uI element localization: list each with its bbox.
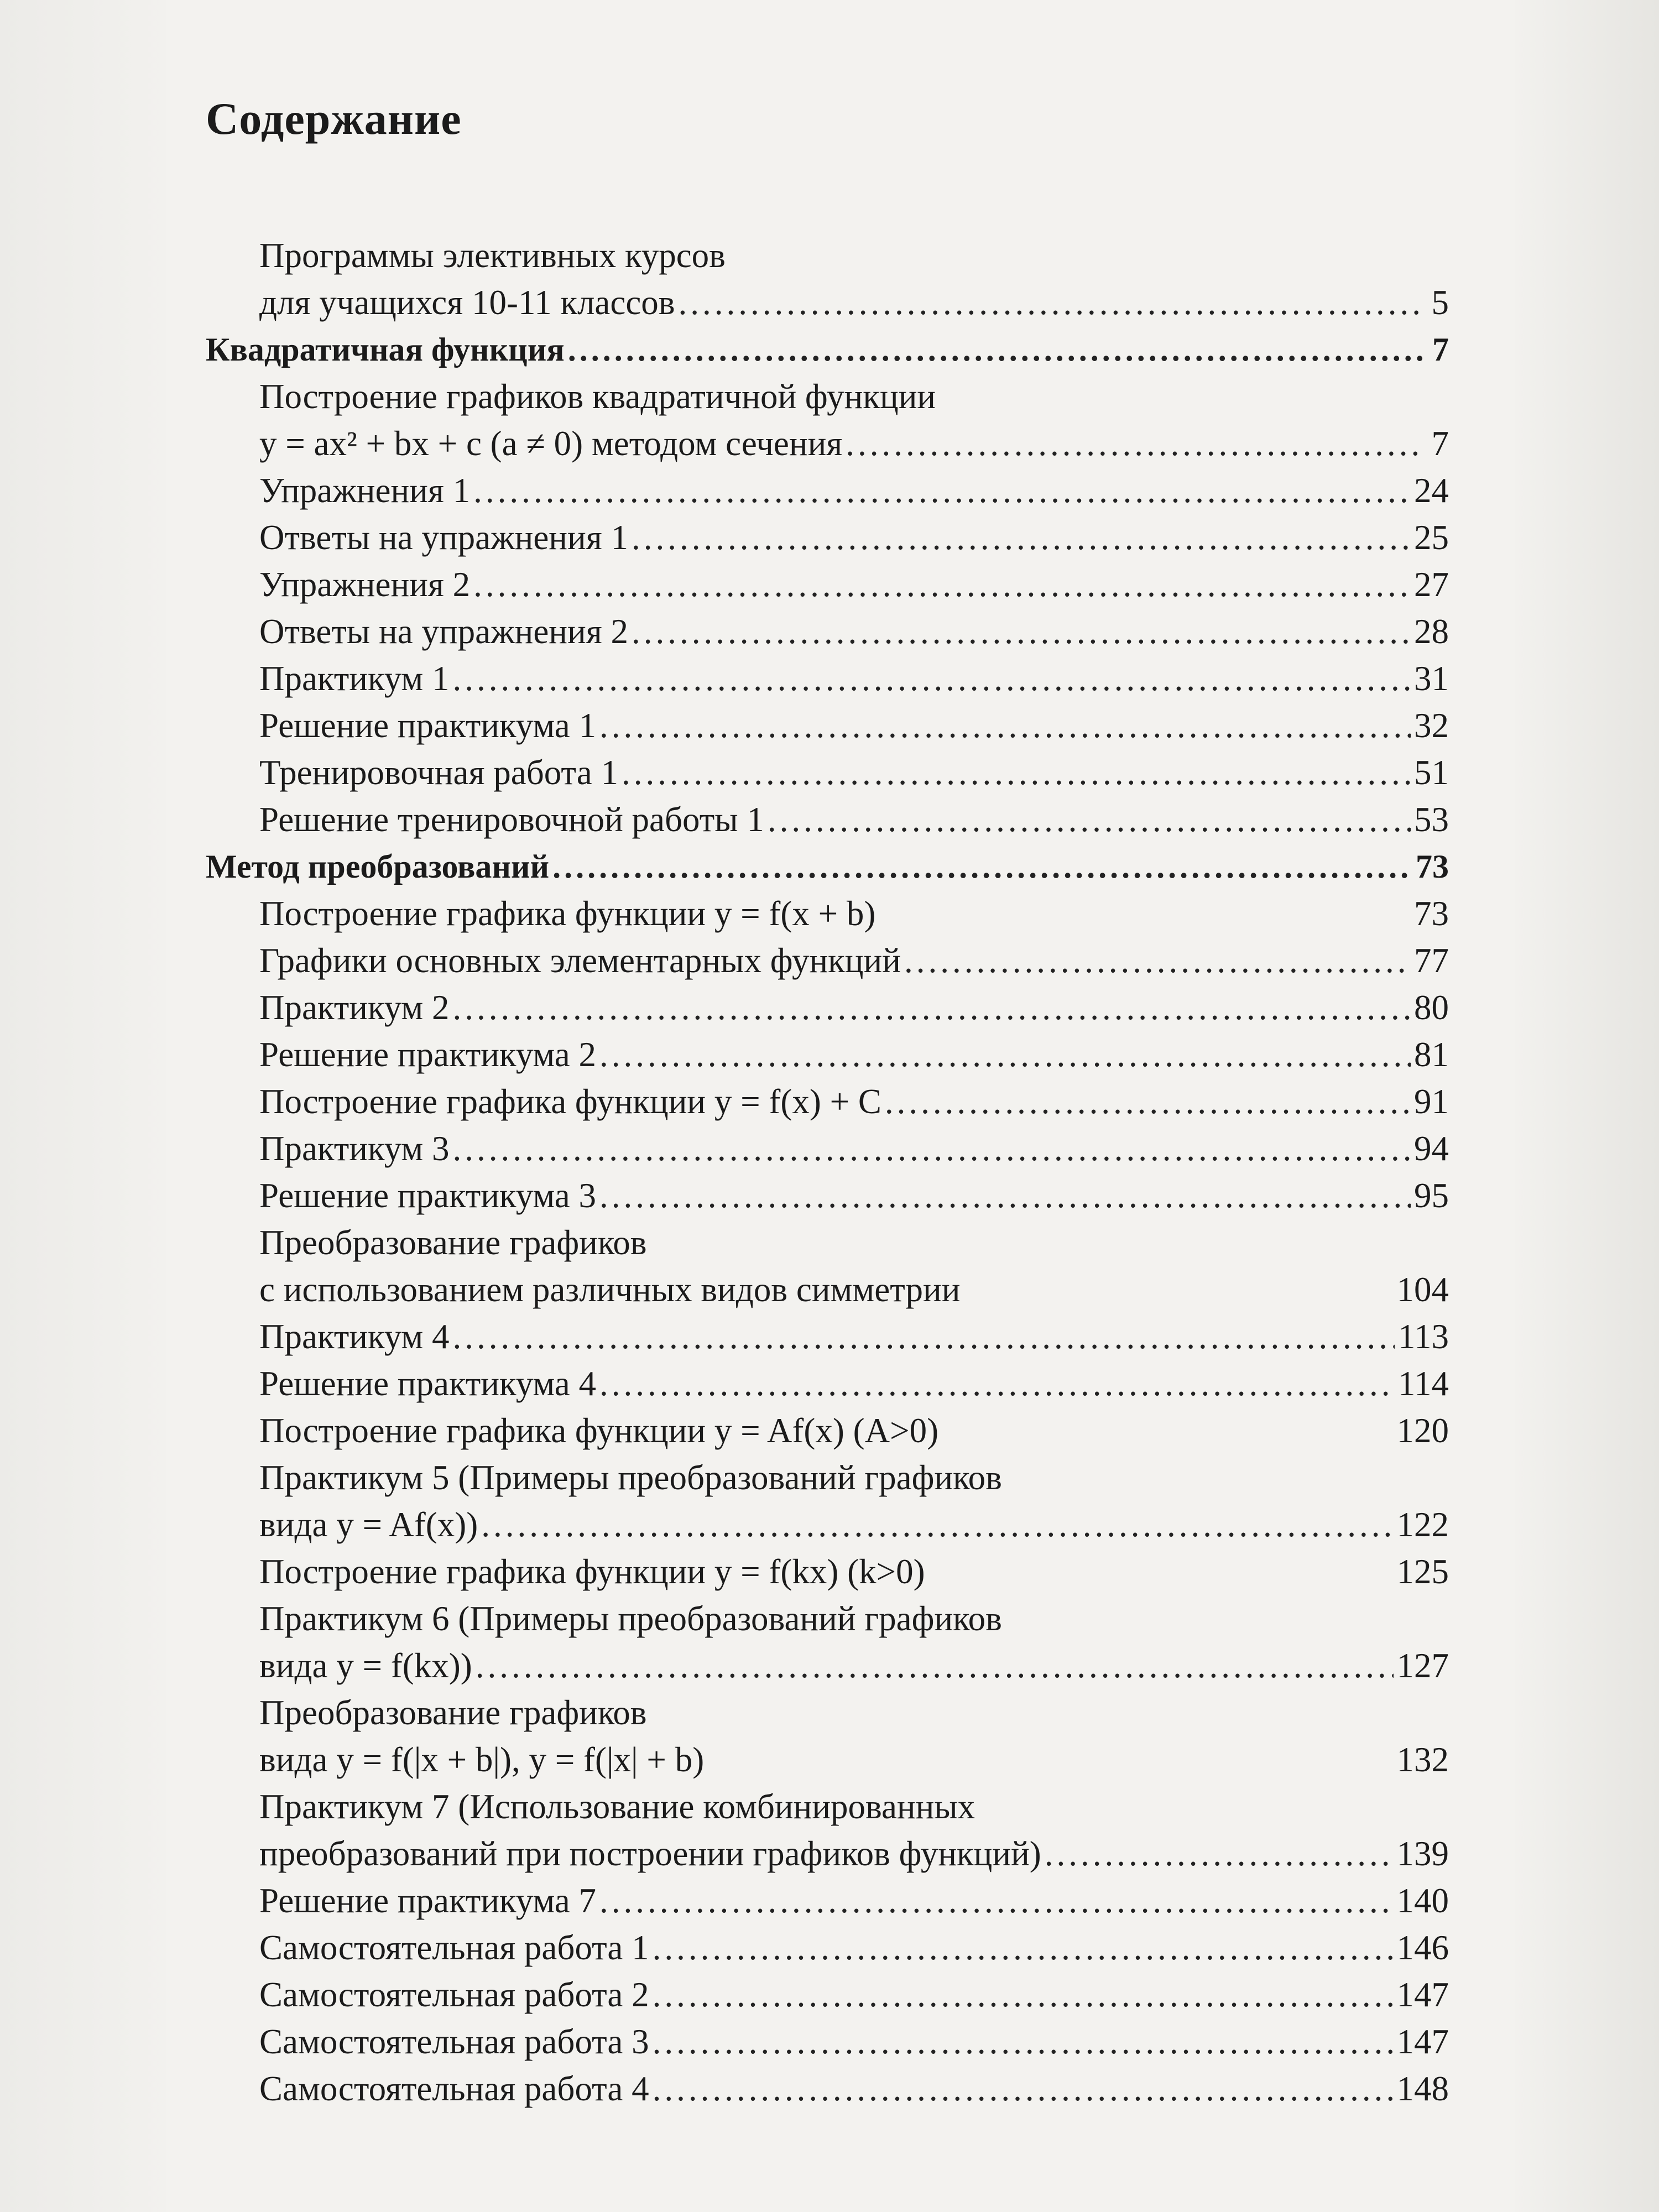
table-of-contents xyxy=(206,232,1449,2112)
toc-page-number: 31 xyxy=(1414,659,1449,698)
toc-page-number: 91 xyxy=(1414,1082,1449,1121)
toc-entry xyxy=(206,1595,1449,1642)
toc-page-number: 148 xyxy=(1396,2069,1449,2108)
toc-page-number: 7 xyxy=(1431,424,1449,463)
toc-section-heading xyxy=(206,843,1449,890)
toc-entry-text: Метод преобразований xyxy=(206,848,550,885)
toc-entry xyxy=(206,1548,1449,1595)
toc-entry-text: Построение графика функции y = f(kx) (k>0) xyxy=(259,1552,925,1591)
toc-entry-text: Решение практикума 2 xyxy=(259,1035,597,1074)
toc-page-number: 24 xyxy=(1414,471,1449,510)
dot-leader xyxy=(679,279,1423,326)
dot-leader xyxy=(473,467,1411,514)
toc-entry xyxy=(206,1642,1449,1689)
toc-entry-text: Построение графика функции y = f(x + b) xyxy=(259,894,876,933)
toc-entry xyxy=(206,232,1449,279)
toc-entry-text: Практикум 4 xyxy=(259,1317,450,1356)
toc-entry-text: Решение тренировочной работы 1 xyxy=(259,800,764,839)
toc-page-number: 73 xyxy=(1414,894,1449,933)
toc-entry xyxy=(206,1219,1449,1266)
toc-entry xyxy=(206,1830,1449,1877)
dot-leader xyxy=(885,1078,1411,1125)
toc-entry-text: Решение практикума 4 xyxy=(259,1364,597,1403)
toc-entry-text: Построение графиков квадратичной функции xyxy=(259,377,936,416)
toc-entry xyxy=(206,1877,1449,1924)
page-title: Содержание xyxy=(206,93,462,144)
dot-leader xyxy=(599,1031,1411,1078)
toc-page-number: 81 xyxy=(1414,1035,1449,1074)
toc-entry-text: Построение графика функции y = f(x) + C xyxy=(259,1082,881,1121)
toc-page-number: 147 xyxy=(1396,1975,1449,2014)
toc-section-heading xyxy=(206,326,1449,373)
toc-page-number: 25 xyxy=(1414,518,1449,557)
toc-page-number: 53 xyxy=(1414,800,1449,839)
toc-entry-text: Ответы на упражнения 2 xyxy=(259,612,628,651)
toc-entry xyxy=(206,1031,1449,1078)
toc-page-number: 147 xyxy=(1396,2022,1449,2061)
toc-entry xyxy=(206,608,1449,655)
dot-leader xyxy=(453,655,1411,702)
dot-leader xyxy=(653,1924,1394,1971)
toc-entry xyxy=(206,279,1449,326)
toc-page-number: 51 xyxy=(1414,753,1449,792)
toc-page-number: 120 xyxy=(1396,1411,1449,1450)
toc-entry-text: Преобразование графиков xyxy=(259,1223,647,1262)
toc-entry-text: Построение графика функции y = Af(x) (A>0) xyxy=(259,1411,939,1450)
toc-entry-text: Практикум 5 (Примеры преобразований графиков xyxy=(259,1458,1002,1497)
page-shadow-left xyxy=(0,0,166,2212)
toc-entry-text: Ответы на упражнения 1 xyxy=(259,518,628,557)
toc-page-number: 7 xyxy=(1432,331,1449,368)
toc-entry-text: Самостоятельная работа 1 xyxy=(259,1928,649,1967)
dot-leader xyxy=(599,1360,1395,1407)
dot-leader xyxy=(768,796,1411,843)
toc-entry xyxy=(206,1313,1449,1360)
dot-leader xyxy=(453,1125,1411,1172)
toc-entry-text: Практикум 7 (Использование комбинированных xyxy=(259,1787,975,1826)
toc-page-number: 122 xyxy=(1396,1505,1449,1544)
toc-entry xyxy=(206,984,1449,1031)
toc-entry xyxy=(206,1971,1449,2018)
dot-leader xyxy=(653,2018,1394,2065)
dot-leader xyxy=(599,1877,1393,1924)
toc-entry-text: с использованием различных видов симметрии xyxy=(259,1270,961,1309)
dot-leader xyxy=(599,702,1411,749)
toc-entry-text: преобразований при построении графиков функций) xyxy=(259,1834,1041,1873)
toc-page-number: 140 xyxy=(1396,1881,1449,1920)
dot-leader xyxy=(476,1642,1394,1689)
toc-page-number: 127 xyxy=(1396,1646,1449,1685)
toc-entry xyxy=(206,1689,1449,1736)
toc-page-number: 139 xyxy=(1396,1834,1449,1873)
toc-entry-text: Самостоятельная работа 4 xyxy=(259,2069,649,2108)
toc-entry xyxy=(206,420,1449,467)
toc-entry xyxy=(206,1736,1449,1783)
toc-entry xyxy=(206,1924,1449,1971)
toc-entry xyxy=(206,2065,1449,2112)
toc-entry xyxy=(206,655,1449,702)
dot-leader xyxy=(1045,1830,1394,1877)
toc-entry xyxy=(206,749,1449,796)
toc-page-number: 73 xyxy=(1416,848,1449,885)
toc-entry-text: для учащихся 10-11 классов xyxy=(259,283,675,322)
toc-page-number: 146 xyxy=(1396,1928,1449,1967)
toc-page-number: 125 xyxy=(1396,1552,1449,1591)
dot-leader xyxy=(653,2065,1394,2112)
toc-entry xyxy=(206,1172,1449,1219)
toc-entry xyxy=(206,937,1449,984)
toc-entry xyxy=(206,1266,1449,1313)
dot-leader xyxy=(653,1971,1394,2018)
dot-leader xyxy=(632,514,1411,561)
toc-page-number: 27 xyxy=(1414,565,1449,604)
toc-page-number: 114 xyxy=(1397,1364,1449,1403)
toc-entry-text: Самостоятельная работа 3 xyxy=(259,2022,649,2061)
dot-leader xyxy=(453,1313,1395,1360)
toc-entry-text: вида y = f(|x + b|), y = f(|x| + b) xyxy=(259,1740,705,1779)
toc-entry-text: Преобразование графиков xyxy=(259,1693,647,1732)
toc-page-number: 5 xyxy=(1431,283,1449,322)
toc-entry-text: Упражнения 2 xyxy=(259,565,471,604)
toc-page-number: 77 xyxy=(1414,941,1449,980)
toc-entry-text: Практикум 3 xyxy=(259,1129,450,1168)
toc-entry xyxy=(206,373,1449,420)
dot-leader xyxy=(622,749,1411,796)
toc-entry-text: Упражнения 1 xyxy=(259,471,471,510)
toc-entry-text: Практикум 6 (Примеры преобразований графиков xyxy=(259,1599,1002,1638)
toc-entry-text: Квадратичная функция xyxy=(206,331,565,368)
dot-leader xyxy=(568,326,1423,373)
dot-leader xyxy=(599,1172,1411,1219)
page-shadow-right xyxy=(1515,0,1659,2212)
dot-leader xyxy=(552,843,1412,890)
toc-entry-text: y = ax² + bx + c (a ≠ 0) методом сечения xyxy=(259,424,843,463)
dot-leader xyxy=(473,561,1411,608)
toc-page-number: 94 xyxy=(1414,1129,1449,1168)
toc-entry xyxy=(206,1454,1449,1501)
dot-leader xyxy=(632,608,1411,655)
toc-entry-text: Практикум 1 xyxy=(259,659,450,698)
dot-leader xyxy=(453,984,1411,1031)
toc-entry-text: Решение практикума 1 xyxy=(259,706,597,745)
toc-entry-text: Самостоятельная работа 2 xyxy=(259,1975,649,2014)
toc-entry-text: Решение практикума 3 xyxy=(259,1176,597,1215)
toc-page-number: 132 xyxy=(1396,1740,1449,1779)
dot-leader xyxy=(481,1501,1393,1548)
toc-page-number: 104 xyxy=(1396,1270,1449,1309)
toc-page-number: 95 xyxy=(1414,1176,1449,1215)
toc-page-number: 80 xyxy=(1414,988,1449,1027)
toc-entry-text: Практикум 2 xyxy=(259,988,450,1027)
toc-entry xyxy=(206,561,1449,608)
toc-entry-text: Тренировочная работа 1 xyxy=(259,753,618,792)
toc-entry xyxy=(206,1501,1449,1548)
toc-entry-text: Графики основных элементарных функций xyxy=(259,941,901,980)
toc-entry xyxy=(206,1360,1449,1407)
dot-leader xyxy=(904,937,1411,984)
toc-entry xyxy=(206,796,1449,843)
toc-entry-text: Программы элективных курсов xyxy=(259,236,726,275)
toc-entry xyxy=(206,1783,1449,1830)
toc-page-number: 32 xyxy=(1414,706,1449,745)
toc-entry xyxy=(206,890,1449,937)
toc-entry xyxy=(206,1078,1449,1125)
toc-entry xyxy=(206,1125,1449,1172)
toc-page-number: 28 xyxy=(1414,612,1449,651)
toc-entry xyxy=(206,467,1449,514)
toc-entry xyxy=(206,514,1449,561)
toc-page-number: 113 xyxy=(1397,1317,1449,1356)
toc-entry xyxy=(206,2018,1449,2065)
toc-entry xyxy=(206,702,1449,749)
toc-entry xyxy=(206,1407,1449,1454)
toc-entry-text: вида y = Af(x)) xyxy=(259,1505,478,1544)
toc-entry-text: Решение практикума 7 xyxy=(259,1881,597,1920)
dot-leader xyxy=(846,420,1423,467)
toc-entry-text: вида y = f(kx)) xyxy=(259,1646,472,1685)
